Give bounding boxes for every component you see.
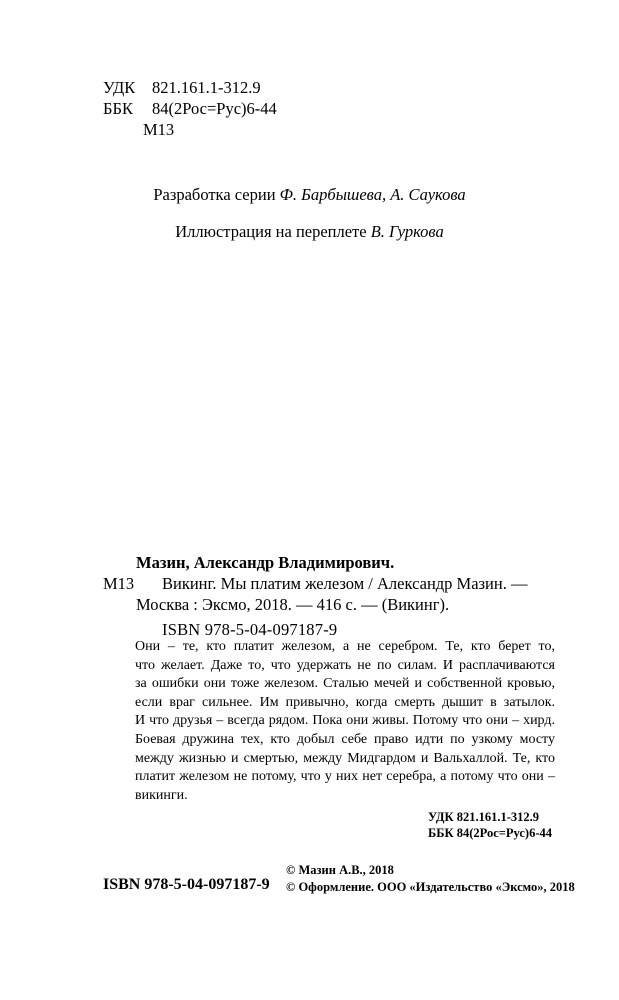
series-credit-prefix: Разработка серии bbox=[153, 185, 276, 204]
annotation-line: И что друзья – всегда рядом. Пока они живы. Потому что они – хирд. bbox=[135, 713, 555, 729]
series-credit bbox=[0, 185, 619, 205]
cover-credit-name: В. Гуркова bbox=[370, 222, 444, 241]
cover-credit bbox=[0, 222, 619, 242]
classification-block bbox=[103, 77, 277, 140]
copyright-author: © Мазин А.В., 2018 bbox=[286, 863, 394, 877]
udk-row bbox=[103, 77, 277, 98]
series-credit-names: Ф. Барбышева, А. Саукова bbox=[279, 185, 466, 204]
annotation-line: платит железом не потому, что у них нет серебра, а потому что они – bbox=[135, 769, 555, 785]
footer-udk: УДК 821.161.1-312.9 bbox=[428, 810, 539, 824]
bib-isbn: ISBN 978-5-04-097187-9 bbox=[162, 620, 338, 639]
annotation bbox=[135, 638, 555, 805]
bbk-key: ББК bbox=[103, 99, 133, 118]
annotation-line: что желает. Даже то, что удержать не по силам. И расплачиваются bbox=[135, 657, 555, 673]
annotation-line: между жизнью и смертью, между Мидгардом и Вальхаллой. Те, кто bbox=[135, 750, 555, 766]
udk-key: УДК bbox=[103, 78, 136, 97]
copyright-block bbox=[286, 862, 575, 896]
bib-line-1: Викинг. Мы платим железом / Александр Мазин. — bbox=[162, 574, 528, 593]
udk-value: 821.161.1-312.9 bbox=[152, 78, 261, 97]
annotation-line: викинги. bbox=[135, 787, 188, 803]
cover-credit-prefix: Иллюстрация на переплете bbox=[175, 222, 367, 241]
copyright-design: © Оформление. ООО «Издательство «Эксмо», 2018 bbox=[286, 880, 575, 894]
annotation-line: Они – те, кто платит железом, а не серебром. Те, кто берет то, bbox=[135, 639, 555, 654]
bbk-value: 84(2Рос=Рус)6-44 bbox=[152, 99, 277, 118]
author-mark: М13 bbox=[143, 120, 175, 139]
footer-isbn: ISBN 978-5-04-097187-9 bbox=[103, 876, 270, 893]
bib-author-heading: Мазин, Александр Владимирович. bbox=[136, 553, 395, 572]
annotation-line: за ошибки они тоже железом. Сталью мечей и собственной кровью, bbox=[135, 676, 555, 692]
bbk-row bbox=[103, 98, 277, 119]
bib-line-2: Москва : Эксмо, 2018. — 416 с. — (Викинг). bbox=[136, 595, 450, 614]
footer-bbk: ББК 84(2Рос=Рус)6-44 bbox=[428, 826, 552, 840]
bib-mark: М13 bbox=[103, 574, 135, 593]
annotation-line: если враг сильнее. Им привычно, когда смерть дышит в затылок. bbox=[135, 694, 555, 710]
annotation-line: Боевая дружина тех, кто добыл себе право идти по узкому мосту bbox=[135, 731, 555, 747]
footer-classification bbox=[428, 809, 552, 841]
